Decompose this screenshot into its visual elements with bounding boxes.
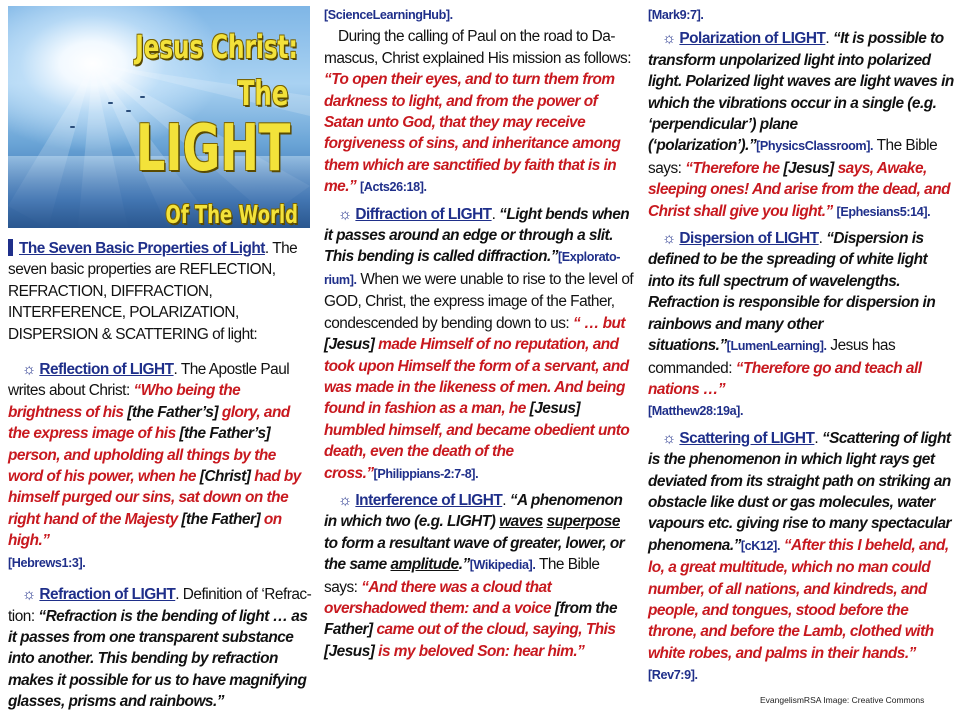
interference-scripture: is my beloved Son: hear him.”	[374, 642, 585, 660]
interference-quote: .”	[458, 556, 470, 574]
reflection-reference: [Hebrews1:3].	[8, 555, 86, 570]
intro-text: . The seven basic properties are REFLECTION, REFRACTION, DIFFRACTION, INTERFERENCE, POLARIZATION, DISPERSION & SCATTERING of light:	[8, 240, 298, 343]
diffraction-scripture: humbled himself, and became obedient unto death, even the death of the cross.”	[324, 421, 630, 482]
polarization-scripture: says, Awake, sleeping ones! And arise from the dead, and Christ shall give you light.”	[648, 159, 951, 220]
diffraction-scripture: made Himself of no reputation, and took upon Himself the form of a servant, and was made in the likeness of men. And being found in fashion as a man, he	[324, 336, 629, 418]
interference-heading: Interference of LIGHT	[355, 491, 503, 509]
scattering-quote: “Scattering of light is the phenomenon in which light rays get deviated from its straight path on striking an obstacle like dust or gas molecules, water vapours etc. giving rise to many spectacular phenomena.”	[648, 429, 952, 554]
bird-icon	[70, 126, 75, 128]
refraction-heading: Refraction of LIGHT	[39, 586, 176, 604]
polarization-paragraph: ☼ Polarization of LIGHT. “It is possible to transform unpolarized light into polarized light. Polarized light waves are light waves in which the vibrations occur in a single (e.g. ‘perpendicular’) plane (‘polarization’).”[PhysicsClassroom]. The Bible says: “Therefore he [Jesus] says, Awake, sleeping ones! And arise from the dead, and Christ shall give you light.” [Ephesians5:14].	[648, 30, 954, 220]
intro-paragraph	[8, 238, 314, 345]
dispersion-heading: Dispersion of LIGHT	[679, 230, 819, 248]
interference-quote: to form a resultant wave of greater, lower, or the same	[324, 534, 625, 574]
dispersion-reference-1: [LumenLearning].	[726, 339, 827, 354]
reflection-quote: glory, and the express image of his	[8, 403, 290, 443]
interference-term-amplitude: amplitude	[390, 556, 459, 574]
diffraction-reference-2: [Philippians-2:7-8].	[373, 466, 479, 481]
paul-text: During the calling of Paul on the road to Damascus, Christ explained His mission as follows:	[324, 28, 632, 67]
diffraction-insert: [Jesus]	[529, 400, 581, 418]
interference-reference-2: [Mark9:7].	[648, 8, 704, 22]
diffraction-insert: [Jesus]	[324, 336, 375, 354]
title-image	[8, 6, 310, 228]
refraction-reference-line	[324, 4, 636, 26]
bird-icon	[126, 110, 131, 112]
sun-icon: ☼	[338, 491, 352, 509]
scattering-reference-2: [Rev7:9].	[648, 668, 698, 683]
polarization-text: The Bible says:	[648, 137, 938, 177]
scattering-scripture: “After this I beheld, and, lo, a great multitude, which no man could number, of all nations, and kindreds, and people, and tongues, stood before the throne, and before the Lamb, clothed with white robes, and palms in their hands.”	[648, 536, 949, 662]
reflection-text: . The Apostle Paul writes about Christ:	[8, 361, 290, 400]
diffraction-scripture: “ … but	[572, 314, 626, 332]
polarization-reference-2: [Ephesians5:14].	[836, 204, 931, 219]
image-credit: EvangelismRSA Image: Creative Commons	[760, 695, 925, 705]
column-3	[648, 4, 954, 692]
interference-term-waves: waves	[499, 513, 543, 531]
scattering-paragraph: ☼ Scattering of LIGHT. “Scattering of light is the phenomenon in which light rays get deviated from its straight path on striking an obstacle like dust or gas molecules, water vapours etc. giving rise to many spectacular phenomena.”[cK12]. “After this I beheld, and, lo, a great multitude, which no man could number, of all nations, and kindreds, and people, and tongues, stood before the throne, and before the Lamb, clothed with white robes, and palms in their hands.” [Rev7:9].	[648, 429, 952, 683]
title-line-3: LIGHT	[135, 112, 290, 186]
polarization-scripture: “Therefore he	[685, 159, 784, 177]
scattering-heading: Scattering of LIGHT	[679, 429, 815, 447]
diffraction-paragraph: ☼ Diffraction of LIGHT. “Light bends when it passes around an edge or through a slit. This bending is called diffraction.”[Exploratorium]. When we were unable to rise to the level of GOD, Christ, the express image of the Father, condescended by bending down to us: “ … but [Jesus] made Himself of no reputation, and took upon Himself the form of a servant, and was made in the likeness of men. And being found in fashion as a man, he [Jesus] humbled himself, and became obedient unto death, even the death of the cross.”[Philippians-2:7-8].	[324, 205, 634, 482]
intro-heading: The Seven Basic Properties of Light	[19, 240, 265, 257]
interference-term-superpose: superpose	[546, 513, 620, 531]
interference-insert: [from the Father]	[324, 599, 618, 639]
reflection-insert: [the Father’s]	[179, 425, 271, 443]
interference-quote: “A phenomenon in which two (e.g. LIGHT)	[324, 491, 623, 531]
diffraction-reference-1: [Exploratorium].	[324, 250, 621, 287]
paul-quote: “To open their eyes, and to turn them from darkness to light, and from the power of Satan unto God, that they may receive forgiveness of sins, and inheritance among them which are sanctified by faith that is in me.”	[324, 71, 621, 196]
polarization-quote: “It is possible to transform unpolarized light into polarized light. Polarized light waves are light waves in which the vibrations occur in a single (e.g. ‘perpendicular’) plane (‘polarization’).”	[648, 30, 954, 155]
reflection-quote: had by himself purged our sins, sat down on the right hand of the Majesty	[8, 468, 301, 528]
column-1	[8, 238, 314, 718]
title-line-4: Of The World	[165, 200, 298, 228]
diffraction-heading: Diffraction of LIGHT	[355, 205, 492, 223]
dispersion-text: Jesus has commanded:	[648, 337, 896, 377]
interference-text: The Bible says:	[324, 556, 600, 596]
reflection-insert: [the Father’s]	[127, 403, 219, 421]
reflection-heading: Reflection of LIGHT	[39, 361, 174, 379]
column-2	[324, 4, 636, 667]
sun-icon: ☼	[22, 586, 36, 604]
refraction-text: . Definition of ‘Refraction:	[8, 586, 312, 625]
interference-scripture: came out of the cloud, saying, This	[372, 621, 616, 639]
interference-reference-1: [Wikipedia].	[469, 558, 536, 573]
dispersion-paragraph: ☼ Dispersion of LIGHT. “Dispersion is defined to be the spreading of white light into its full spectrum of wavelengths. Refraction is responsible for dispersion in rainbows and many other situations.”[LumenLearning]. Jesus has commanded: “Therefore go and teach all nations …” [Matthew28:19a].	[648, 230, 936, 419]
title-line-2: The	[237, 74, 288, 114]
dispersion-reference-2: [Matthew28:19a].	[648, 404, 744, 419]
title-line-1: Jesus Christ:	[135, 28, 298, 66]
polarization-insert: [Jesus]	[783, 159, 834, 177]
interference-insert: [Jesus]	[324, 642, 375, 660]
refraction-reference: [ScienceLearningHub].	[324, 8, 453, 22]
polarization-reference-1: [PhysicsClassroom].	[756, 139, 874, 154]
dispersion-quote: “Dispersion is defined to be the spreading of white light into its full spectrum of wavelengths. Refraction is responsible for dispersion in rainbows and many other situations.”	[648, 230, 936, 355]
reflection-quote: “Who being the brightness of his	[8, 382, 241, 421]
sun-icon: ☼	[338, 205, 352, 223]
refraction-quote: “Refraction is the bending of light … as it passes from one transparent substance into another. This bending by refraction makes it possible for us to have magnifying glasses, prisms and rainbows.”	[8, 607, 308, 711]
reflection-insert: [the Father]	[181, 510, 261, 528]
interference-reference-line	[648, 4, 954, 26]
paul-paragraph	[324, 26, 636, 198]
sun-icon: ☼	[22, 361, 36, 379]
reflection-quote: person, and upholding all things by the word of his power, when he	[8, 446, 276, 486]
bird-icon	[108, 102, 113, 104]
refraction-paragraph	[8, 584, 314, 712]
paul-reference: [Acts26:18].	[360, 180, 427, 195]
interference-paragraph: ☼ Interference of LIGHT. “A phenomenon in which two (e.g. LIGHT) waves superpose to form a resultant wave of greater, lower, or the same amplitude.”[Wikipedia]. The Bible says: “And there was a cloud that overshadowed them: and a voice [from the Father] came out of the cloud, saying, This [Jesus] is my beloved Son: hear him.”	[324, 491, 625, 660]
reflection-insert: [Christ]	[199, 468, 251, 486]
dispersion-scripture: “Therefore go and teach all nations …”	[648, 359, 922, 398]
sun-icon: ☼	[662, 429, 676, 447]
sun-icon: ☼	[662, 230, 676, 248]
diffraction-quote: “Light bends when it passes around an edge or through a slit. This bending is called diffraction.”	[324, 205, 630, 266]
reflection-paragraph	[8, 359, 314, 574]
bird-icon	[140, 96, 145, 98]
sun-icon: ☼	[662, 30, 676, 48]
diffraction-text: When we were unable to rise to the level of GOD, Christ, the express image of the Father, condescended by bending down to us:	[324, 270, 634, 332]
polarization-heading: Polarization of LIGHT	[679, 30, 826, 48]
reflection-quote: on high.”	[8, 510, 282, 550]
interference-scripture: “And there was a cloud that overshadowed them: and a voice	[324, 578, 555, 617]
scattering-reference-1: [cK12].	[740, 538, 781, 553]
accent-bar	[8, 239, 13, 256]
